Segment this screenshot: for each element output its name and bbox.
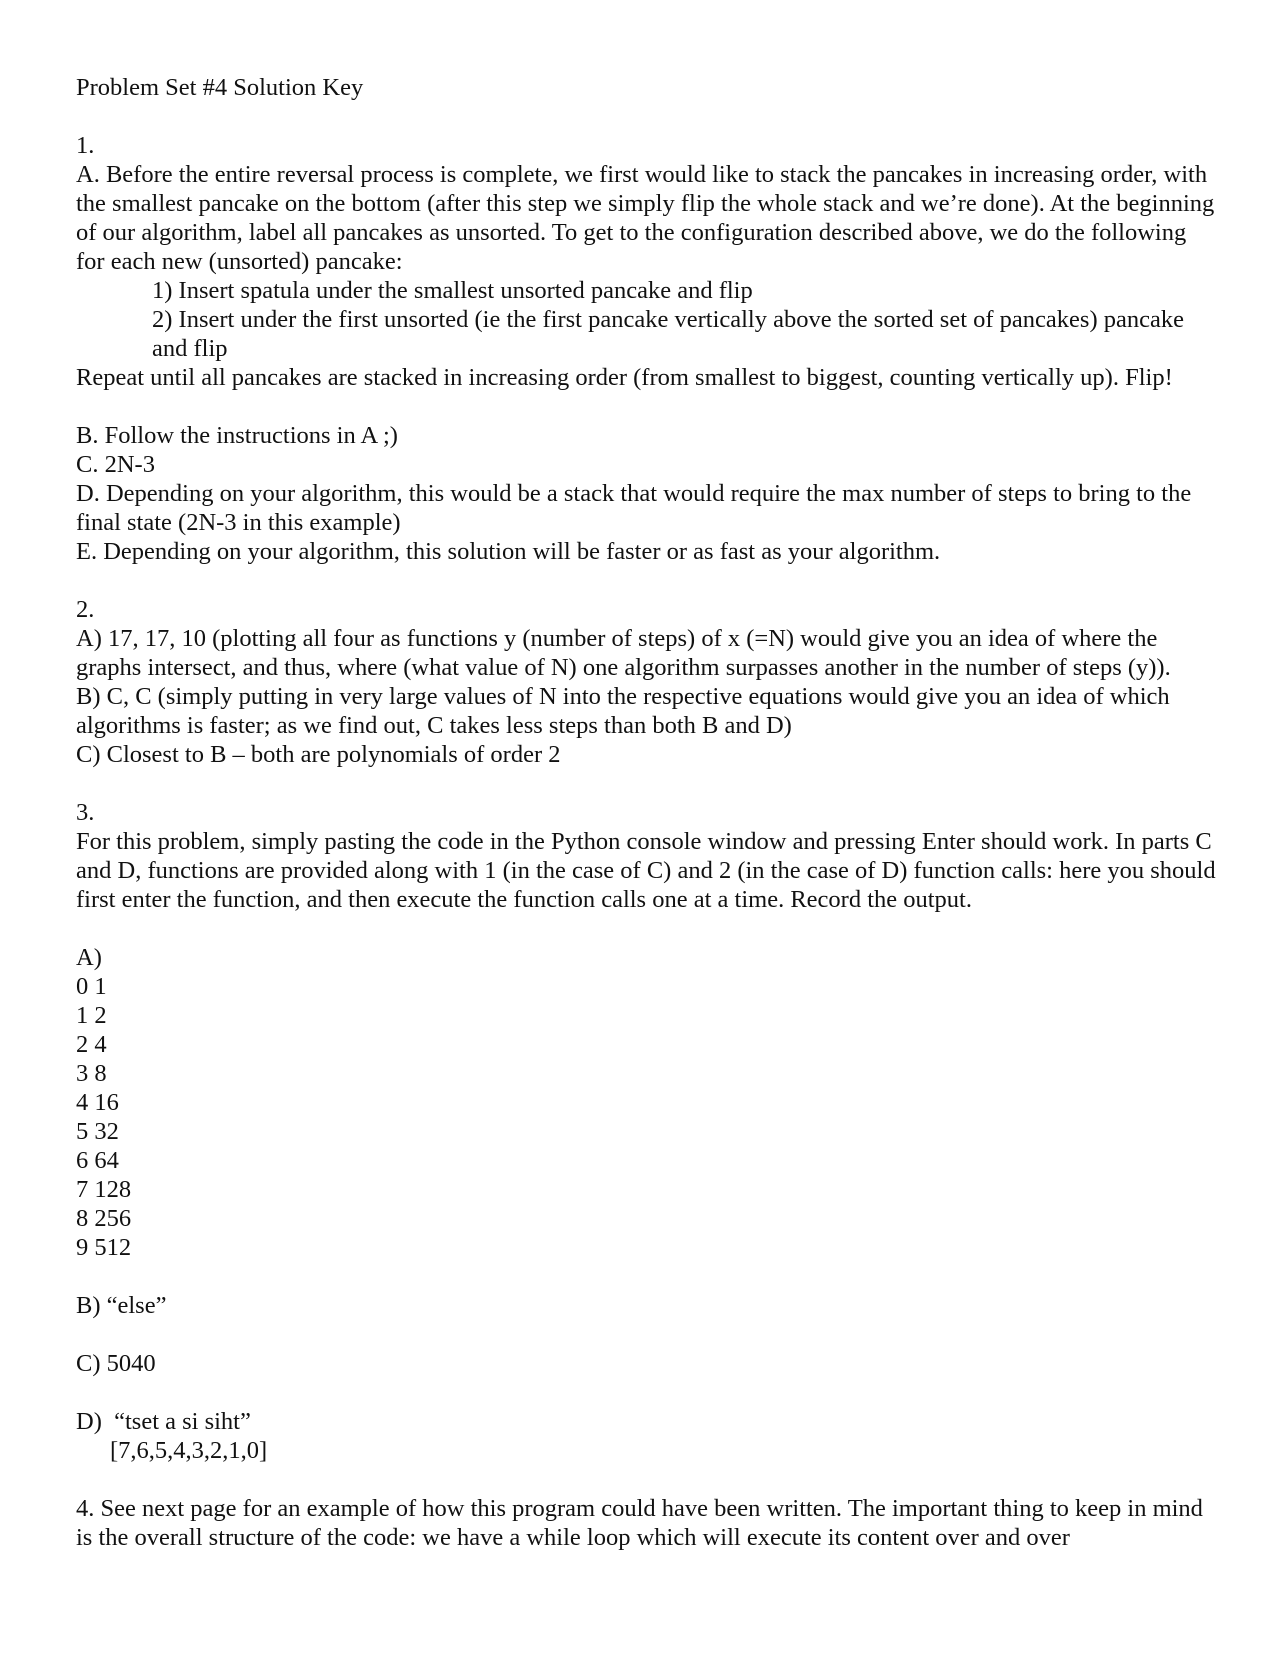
q3-part-a-label: A) [76, 944, 102, 971]
q3-part-d-line2: [7,6,5,4,3,2,1,0] [110, 1437, 268, 1464]
q3-part-c: C) 5040 [76, 1350, 156, 1377]
output-row: 0 1 [76, 973, 107, 1000]
q1-part-c: C. 2N-3 [76, 451, 155, 478]
q3-number: 3. [76, 799, 95, 826]
q2-part-b: B) C, C (simply putting in very large values of N into the respective equations would give you an idea of which algorithms is faster; as we find out, C takes less steps than both B and D) [76, 683, 1170, 739]
output-row: 8 256 [76, 1205, 132, 1232]
output-row: 7 128 [76, 1176, 132, 1203]
q1-step-2: 2) Insert under the first unsorted (ie the first pancake vertically above the sorted set of pancakes) pancake and flip [152, 306, 1184, 362]
output-row: 4 16 [76, 1089, 119, 1116]
output-row: 2 4 [76, 1031, 107, 1058]
q1-step-1: 1) Insert spatula under the smallest unsorted pancake and flip [152, 277, 753, 304]
output-row: 5 32 [76, 1118, 119, 1145]
q1-part-d: D. Depending on your algorithm, this would be a stack that would require the max number of steps to bring to the final state (2N-3 in this example) [76, 480, 1192, 536]
q1-number: 1. [76, 132, 95, 159]
q2-number: 2. [76, 596, 95, 623]
q1-part-e: E. Depending on your algorithm, this solution will be faster or as fast as your algorithm. [76, 538, 941, 565]
q1-part-a-intro: A. Before the entire reversal process is complete, we first would like to stack the pancakes in increasing order, with the smallest pancake on the bottom (after this step we simply flip the whole stack and we’re done). At the beginning of our algorithm, label all pancakes as unsorted. To get to the configuration described above, we do the following for each new (unsorted) pancake: [76, 161, 1215, 275]
document-page [76, 73, 1216, 1552]
q3-intro: For this problem, simply pasting the code in the Python console window and pressing Enter should work. In parts C and D, functions are provided along with 1 (in the case of C) and 2 (in the case of D) function calls: here you should first enter the function, and then execute the function calls one at a time. Record the output. [76, 828, 1216, 913]
q3-part-a-output [76, 972, 1216, 1262]
output-row: 6 64 [76, 1147, 119, 1174]
output-row: 9 512 [76, 1234, 132, 1261]
q1-repeat: Repeat until all pancakes are stacked in increasing order (from smallest to biggest, counting vertically up). Flip! [76, 364, 1173, 391]
output-row: 3 8 [76, 1060, 107, 1087]
document-title: Problem Set #4 Solution Key [76, 74, 364, 101]
q4-text: 4. See next page for an example of how this program could have been written. The important thing to keep in mind is the overall structure of the code: we have a while loop which will execute its content over and over [76, 1495, 1203, 1551]
q2-part-a: A) 17, 17, 10 (plotting all four as functions y (number of steps) of x (=N) would give you an idea of where the graphs intersect, and thus, where (what value of N) one algorithm surpasses another in the number of steps (y)). [76, 625, 1171, 681]
q3-part-d-line1: D) “tset a si siht” [76, 1408, 251, 1435]
output-row: 1 2 [76, 1002, 107, 1029]
q1-part-b: B. Follow the instructions in A ;) [76, 422, 398, 449]
q2-part-c: C) Closest to B – both are polynomials of order 2 [76, 741, 561, 768]
q3-part-b: B) “else” [76, 1292, 167, 1319]
